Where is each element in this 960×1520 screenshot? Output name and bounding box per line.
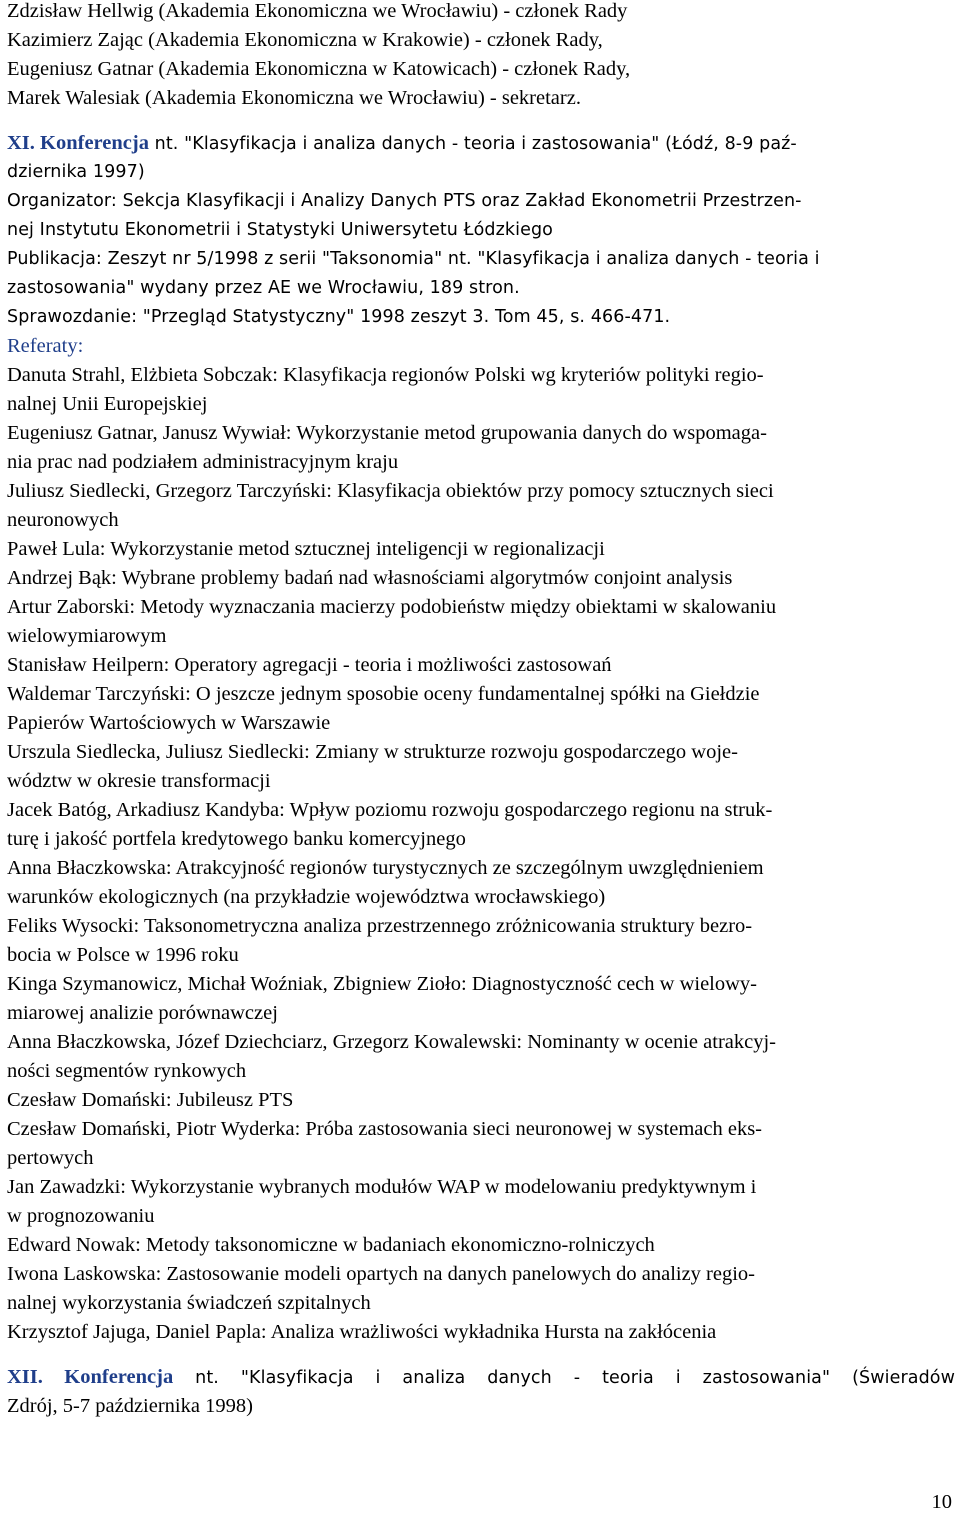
paper-item [7, 593, 955, 651]
paper-line-continued: ności segmentów rynkowych [7, 1060, 247, 1082]
paper-line: Anna Błaczkowska, Józef Dziechciarz, Grzegorz Kowalewski: Nominanty w ocenie atrakcyj- [7, 1031, 777, 1053]
committee-line: Kazimierz Zając (Akademia Ekonomiczna w Krakowie) - członek Rady, [7, 29, 603, 51]
paper-item [7, 970, 955, 1028]
paper-line-continued: wielowymiarowym [7, 625, 167, 647]
paper-line-continued: wództw w okresie transformacji [7, 770, 271, 792]
paper-line-continued: neuronowych [7, 509, 119, 531]
paper-item [7, 912, 955, 970]
paper-item [7, 854, 955, 912]
paper-line-continued: bocia w Polsce w 1996 roku [7, 944, 239, 966]
papers-heading: Referaty: [7, 335, 84, 357]
paper-line: Danuta Strahl, Elżbieta Sobczak: Klasyfikacja regionów Polski wg kryteriów polityki regio- [7, 364, 764, 386]
paper-item [7, 361, 955, 419]
conference-xii-heading: XII. Konferencja [7, 1366, 174, 1388]
conference-xii-title-line1: nt. "Klasyfikacja i analiza danych - teoria i zastosowania" (Świeradów [173, 1368, 955, 1388]
paper-item [7, 796, 955, 854]
page-content [7, 0, 955, 1421]
conference-xi-title-line1: nt. "Klasyfikacja i analiza danych - teoria i zastosowania" (Łódź, 8-9 paź- [148, 134, 797, 154]
paper-line-continued: w prognozowaniu [7, 1205, 155, 1227]
paper-line: Andrzej Bąk: Wybrane problemy badań nad własnościami algorytmów conjoint analysis [7, 567, 733, 589]
paper-line: Waldemar Tarczyński: O jeszcze jednym sposobie oceny fundamentalnej spółki na Giełdzie [7, 683, 760, 705]
paper-line: Urszula Siedlecka, Juliusz Siedlecki: Zmiany w strukturze rozwoju gospodarczego woje- [7, 741, 738, 763]
paper-line: Jan Zawadzki: Wykorzystanie wybranych modułów WAP w modelowaniu predyktywnym i [7, 1176, 757, 1198]
paper-item [7, 1260, 955, 1318]
paper-line: Stanisław Heilpern: Operatory agregacji - teoria i możliwości zastosowań [7, 654, 612, 676]
paper-line-continued: nalnej wykorzystania świadczeń szpitalnych [7, 1292, 371, 1314]
paper-item [7, 564, 955, 593]
paper-line-continued: warunków ekologicznych (na przykładzie województwa wrocławskiego) [7, 886, 606, 908]
paper-line: Czesław Domański, Piotr Wyderka: Próba zastosowania sieci neuronowej w systemach eks- [7, 1118, 762, 1140]
paper-line-continued: pertowych [7, 1147, 94, 1169]
paper-line: Anna Błaczkowska: Atrakcyjność regionów turystycznych ze szczególnym uwzględnieniem [7, 857, 764, 879]
report-line: Sprawozdanie: "Przegląd Statystyczny" 1998 zeszyt 3. Tom 45, s. 466-471. [7, 307, 671, 327]
paper-line: Edward Nowak: Metody taksonomiczne w badaniach ekonomiczno-rolniczych [7, 1234, 655, 1256]
spacer [7, 1347, 955, 1363]
paper-item [7, 651, 955, 680]
paper-line: Krzysztof Jajuga, Daniel Papla: Analiza wrażliwości wykładnika Hursta na zakłócenia [7, 1321, 717, 1343]
paper-line-continued: nalnej Unii Europejskiej [7, 393, 208, 415]
paper-item [7, 680, 955, 738]
paper-line-continued: Papierów Wartościowych w Warszawie [7, 712, 331, 734]
conference-xii-title-line2: Zdrój, 5-7 października 1998) [7, 1395, 253, 1417]
conference-xi-title-line2: dziernika 1997) [7, 162, 145, 182]
paper-item [7, 1231, 955, 1260]
paper-item [7, 1086, 955, 1115]
conference-xii-title [7, 1363, 955, 1392]
paper-line: Juliusz Siedlecki, Grzegorz Tarczyński: Klasyfikacja obiektów przy pomocy sztucznych sieci [7, 480, 774, 502]
paper-line: Kinga Szymanowicz, Michał Woźniak, Zbigniew Zioło: Diagnostyczność cech w wielowy- [7, 973, 758, 995]
publication-line1: Publikacja: Zeszyt nr 5/1998 z serii "Taksonomia" nt. "Klasyfikacja i analiza danych - teoria i [7, 249, 820, 269]
paper-line-continued: nia prac nad podziałem administracyjnym kraju [7, 451, 399, 473]
paper-item [7, 1318, 955, 1347]
organizer-line1: Organizator: Sekcja Klasyfikacji i Analizy Danych PTS oraz Zakład Ekonometrii Przestrzen- [7, 191, 802, 211]
papers-list [7, 361, 955, 1347]
publication-line2: zastosowania" wydany przez AE we Wrocławiu, 189 stron. [7, 278, 520, 298]
paper-line: Eugeniusz Gatnar, Janusz Wywiał: Wykorzystanie metod grupowania danych do wspomaga- [7, 422, 767, 444]
paper-line-continued: turę i jakość portfela kredytowego banku komercyjnego [7, 828, 466, 850]
page-number: 10 [931, 1491, 952, 1513]
conference-xi-title [7, 129, 955, 158]
paper-item [7, 477, 955, 535]
conference-xi-heading: XI. Konferencja [7, 132, 149, 154]
paper-item [7, 419, 955, 477]
paper-item [7, 738, 955, 796]
paper-item [7, 1028, 955, 1086]
committee-line: Eugeniusz Gatnar (Akademia Ekonomiczna w Katowicach) - członek Rady, [7, 58, 631, 80]
paper-item [7, 1173, 955, 1231]
paper-line-continued: miarowej analizie porównawczej [7, 1002, 278, 1024]
spacer [7, 113, 955, 129]
committee-line: Marek Walesiak (Akademia Ekonomiczna we Wrocławiu) - sekretarz. [7, 87, 581, 109]
paper-item [7, 535, 955, 564]
paper-item [7, 1115, 955, 1173]
organizer-line2: nej Instytutu Ekonometrii i Statystyki Uniwersytetu Łódzkiego [7, 220, 553, 240]
committee-line: Zdzisław Hellwig (Akademia Ekonomiczna we Wrocławiu) - członek Rady [7, 0, 628, 22]
paper-line: Iwona Laskowska: Zastosowanie modeli opartych na danych panelowych do analizy regio- [7, 1263, 756, 1285]
paper-line: Feliks Wysocki: Taksonometryczna analiza przestrzennego zróżnicowania struktury bezro- [7, 915, 753, 937]
paper-line: Artur Zaborski: Metody wyznaczania macierzy podobieństw między obiektami w skalowaniu [7, 596, 777, 618]
paper-line: Paweł Lula: Wykorzystanie metod sztucznej inteligencji w regionalizacji [7, 538, 605, 560]
paper-line: Jacek Batóg, Arkadiusz Kandyba: Wpływ poziomu rozwoju gospodarczego regionu na struk- [7, 799, 773, 821]
paper-line: Czesław Domański: Jubileusz PTS [7, 1089, 294, 1111]
